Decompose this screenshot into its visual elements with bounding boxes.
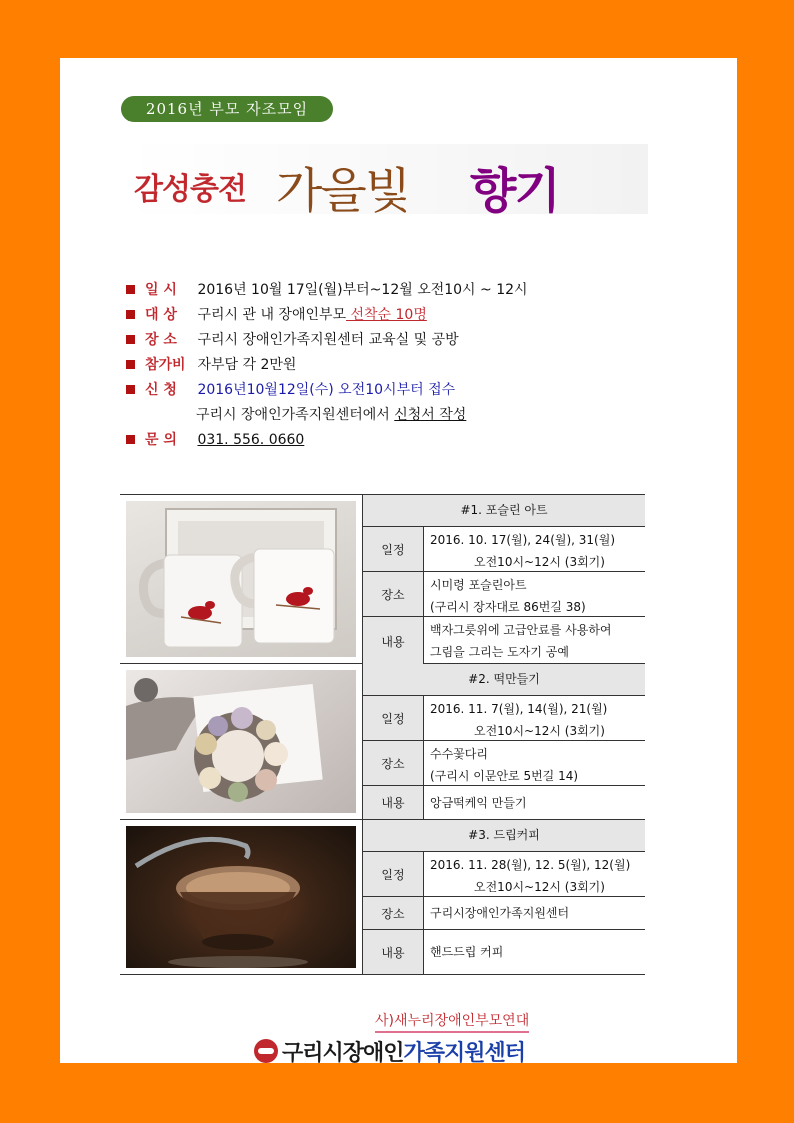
flyer-sheet	[60, 58, 737, 1066]
title-part3: 향기	[470, 163, 559, 219]
schedule-row	[363, 852, 645, 897]
event-info	[126, 278, 686, 453]
center-name-part2: 가족지원센터	[403, 1041, 526, 1066]
row-label: 장소	[363, 897, 424, 929]
info-apply-detail	[126, 403, 686, 428]
row-label: 내용	[363, 786, 424, 819]
row-line2: 오전10시~12시 (3회기)	[474, 880, 605, 894]
porcelain-mugs-photo	[120, 495, 363, 663]
info-place	[126, 328, 686, 353]
bullet-square-icon	[126, 285, 135, 294]
bullet-square-icon	[126, 360, 135, 369]
schedule-row	[363, 696, 645, 741]
row-line2: (구리시 이문안로 5번길 14)	[430, 769, 579, 783]
row-line1: 시미령 포슬린아트	[430, 578, 527, 592]
row-line1: 앙금떡케익 만들기	[430, 795, 527, 810]
row-value	[424, 572, 645, 616]
info-target	[126, 303, 686, 328]
rice-cake-photo	[120, 664, 363, 819]
title-part1: 감성충전	[134, 172, 246, 207]
event-title	[126, 144, 648, 219]
info-value: 구리시 장애인가족지원센터에서	[196, 407, 395, 423]
row-line1: 핸드드립 커피	[430, 945, 504, 959]
info-date	[126, 278, 686, 303]
info-label: 대 상	[145, 307, 177, 323]
event-tag: 2016년 부모 자조모임	[121, 96, 333, 122]
info-contact	[126, 428, 686, 453]
cake-illustration	[126, 670, 356, 813]
bullet-square-icon	[126, 385, 135, 394]
program-title: #2. 떡만들기	[363, 664, 645, 696]
row-line1: 2016. 11. 28(월), 12. 5(월), 12(월)	[430, 858, 631, 872]
program-block	[120, 495, 645, 664]
row-value	[424, 897, 645, 929]
bullet-square-icon	[126, 435, 135, 444]
content-row	[363, 930, 645, 974]
row-value	[424, 930, 645, 974]
info-value: 구리시 장애인가족지원센터 교육실 및 공방	[197, 332, 459, 348]
row-line2: 오전10시~12시 (3회기)	[474, 724, 605, 738]
photo-image	[126, 826, 356, 968]
row-value	[424, 527, 645, 571]
info-value: 구리시 관 내 장애인부모	[197, 307, 347, 323]
info-label: 장 소	[145, 332, 177, 348]
info-label: 참가비	[145, 357, 186, 373]
row-label: 내용	[363, 930, 424, 974]
row-line1: 2016. 10. 17(월), 24(월), 31(월)	[430, 533, 615, 547]
center-emblem-icon	[254, 1039, 278, 1063]
row-value	[424, 696, 645, 740]
info-value: 2016년10월12일(수) 오전10시부터 접수	[197, 382, 456, 398]
place-row	[363, 572, 645, 617]
program-detail	[363, 495, 645, 663]
row-value	[424, 617, 645, 665]
info-label: 신 청	[145, 382, 177, 398]
info-value-highlight: 선착순 10명	[346, 307, 427, 323]
content-row	[363, 617, 645, 665]
bullet-square-icon	[126, 310, 135, 319]
row-label: 일정	[363, 527, 424, 571]
schedule-row	[363, 527, 645, 572]
info-apply	[126, 378, 686, 403]
row-line1: 2016. 11. 7(월), 14(월), 21(월)	[430, 702, 608, 716]
place-row	[363, 897, 645, 930]
drip-coffee-photo	[120, 820, 363, 974]
photo-image	[126, 501, 356, 657]
info-value: 2016년 10월 17일(월)부터~12월 오전10시 ~ 12시	[197, 282, 528, 298]
program-table	[120, 494, 645, 975]
row-line1: 구리시장애인가족지원센터	[430, 906, 570, 920]
title-part2: 가을빛	[276, 163, 410, 219]
row-value	[424, 852, 645, 896]
row-line2: (구리시 장자대로 86번길 38)	[430, 600, 586, 614]
row-value	[424, 741, 645, 785]
program-block	[120, 820, 645, 975]
row-label: 장소	[363, 572, 424, 616]
program-detail	[363, 664, 645, 819]
info-label: 문 의	[145, 432, 177, 448]
info-fee	[126, 353, 686, 378]
row-label: 일정	[363, 696, 424, 740]
program-title: #1. 포슬린 아트	[363, 495, 645, 527]
row-label: 내용	[363, 617, 424, 665]
info-value: 자부담 각 2만원	[197, 357, 297, 373]
organizer-name: 사)새누리장애인부모연대	[375, 1010, 529, 1033]
program-title: #3. 드립커피	[363, 820, 645, 852]
contact-phone: 031. 556. 0660	[197, 432, 305, 448]
mugs-illustration	[126, 501, 356, 657]
center-name	[282, 1036, 525, 1067]
row-line1: 백자그릇위에 고급안료를 사용하여	[430, 623, 612, 637]
program-block	[120, 664, 645, 820]
row-label: 장소	[363, 741, 424, 785]
program-detail	[363, 820, 645, 974]
photo-image	[126, 670, 356, 813]
place-row	[363, 741, 645, 786]
info-value-underlined: 신청서 작성	[394, 407, 467, 423]
info-label: 일 시	[145, 282, 177, 298]
row-line2: 오전10시~12시 (3회기)	[474, 555, 605, 569]
row-line1: 수수꽃다리	[430, 747, 488, 761]
row-value	[424, 786, 645, 819]
coffee-illustration	[126, 826, 356, 968]
row-line2: 그림을 그리는 도자기 공예	[430, 645, 569, 659]
content-row	[363, 786, 645, 819]
bullet-square-icon	[126, 335, 135, 344]
center-name-part1: 구리시장애인	[282, 1041, 404, 1066]
row-label: 일정	[363, 852, 424, 896]
